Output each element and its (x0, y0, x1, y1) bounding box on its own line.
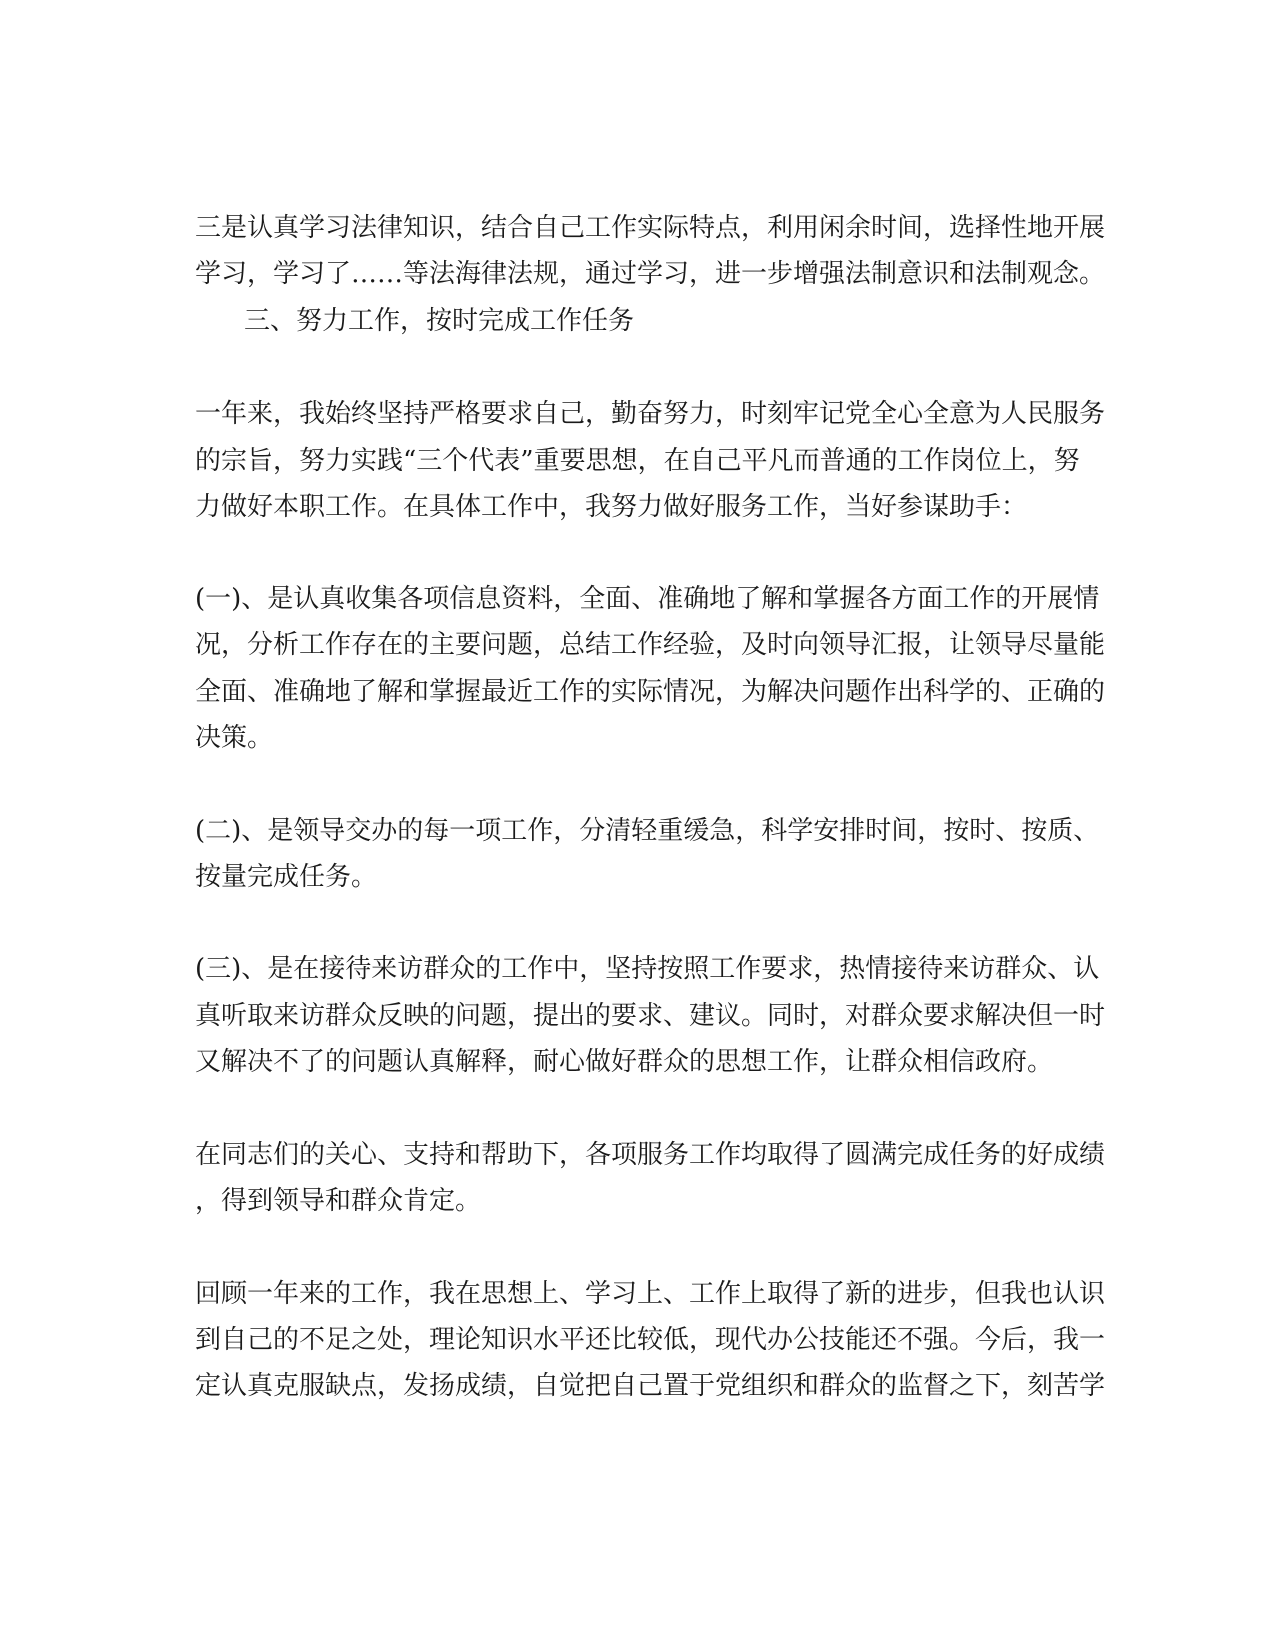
paragraph-line: 三是认真学习法律知识，结合自己工作实际特点，利用闲余时间，选择性地开展 (195, 213, 1106, 243)
paragraph-line: 真听取来访群众反映的问题，提出的要求、建议。同时，对群众要求解决但一时 (195, 1001, 1106, 1031)
paragraph-line: (三)、是在接待来访群众的工作中，坚持按照工作要求，热情接待来访群众、认 (195, 954, 1100, 984)
paragraph-line: 的宗旨，努力实践“三个代表”重要思想，在自己平凡而普通的工作岗位上，努 (195, 446, 1080, 476)
paragraph-line: 况，分析工作存在的主要问题，总结工作经验，及时向领导汇报，让领导尽量能 (195, 630, 1106, 660)
paragraph-line: (二)、是领导交办的每一项工作，分清轻重缓急，科学安排时间，按时、按质、 (195, 816, 1100, 846)
paragraph-line: 又解决不了的问题认真解释，耐心做好群众的思想工作，让群众相信政府。 (195, 1047, 1054, 1077)
paragraph-line: 决策。 (195, 723, 274, 753)
section-heading: 三、努力工作，按时完成工作任务 (244, 306, 635, 336)
paragraph-line: (一)、是认真收集各项信息资料，全面、准确地了解和掌握各方面工作的开展情 (195, 584, 1100, 614)
paragraph-line: ，得到领导和群众肯定。 (195, 1186, 482, 1216)
paragraph-line: 按量完成任务。 (195, 862, 378, 892)
paragraph-line: 回顾一年来的工作，我在思想上、学习上、工作上取得了新的进步，但我也认识 (195, 1279, 1106, 1309)
paragraph-line: 到自己的不足之处，理论知识水平还比较低，现代办公技能还不强。今后，我一 (195, 1325, 1106, 1355)
paragraph-line: 在同志们的关心、支持和帮助下，各项服务工作均取得了圆满完成任务的好成绩 (195, 1140, 1106, 1170)
paragraph-line: 一年来，我始终坚持严格要求自己，勤奋努力，时刻牢记党全心全意为人民服务 (195, 399, 1106, 429)
paragraph-line: 力做好本职工作。在具体工作中，我努力做好服务工作，当好参谋助手： (195, 492, 1028, 522)
paragraph-line: 学习，学习了……等法海律法规，通过学习，进一步增强法制意识和法制观念。 (195, 259, 1106, 289)
paragraph-line: 定认真克服缺点，发扬成绩，自觉把自己置于党组织和群众的监督之下，刻苦学 (195, 1371, 1106, 1401)
paragraph-line: 全面、准确地了解和掌握最近工作的实际情况，为解决问题作出科学的、正确的 (195, 677, 1106, 707)
